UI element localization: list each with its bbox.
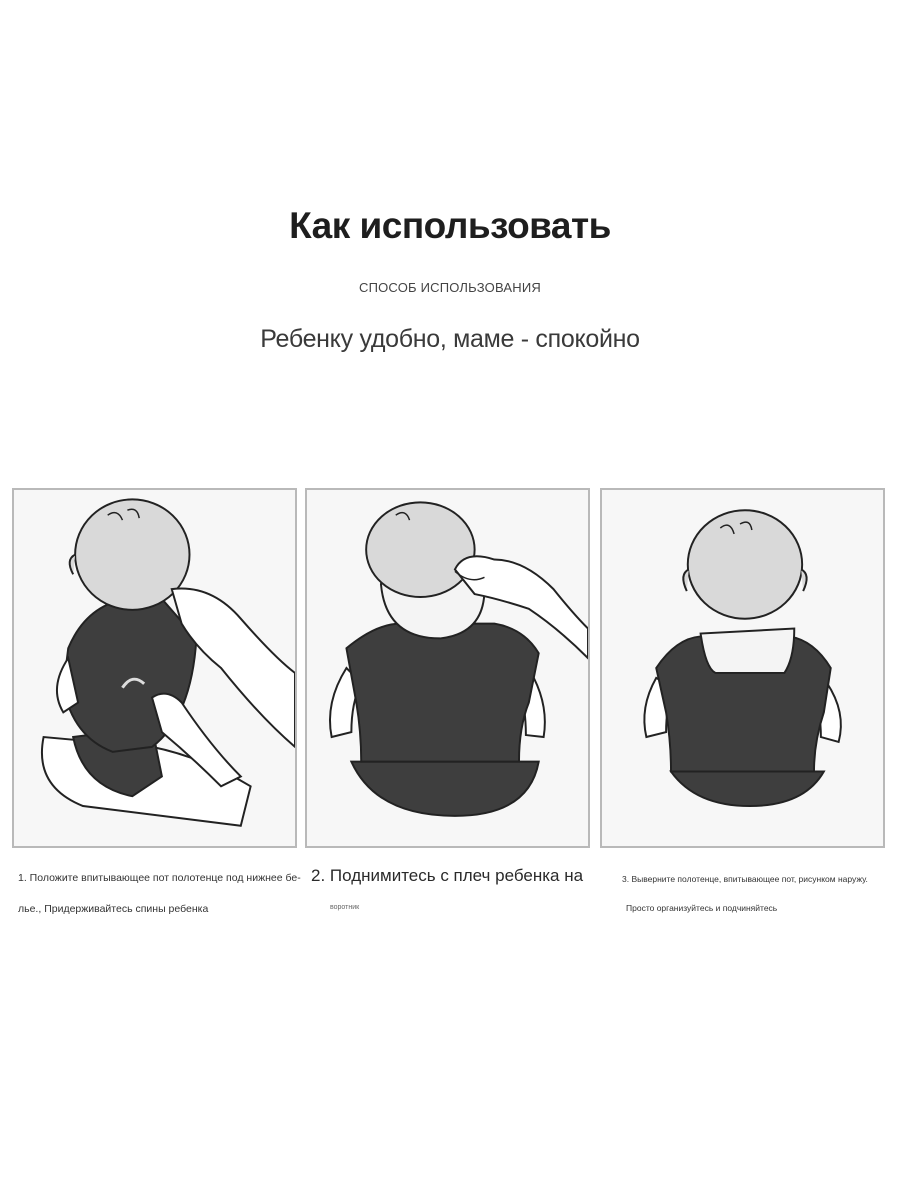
step-1-illustration: [12, 488, 297, 848]
baby-towel-collar-illustration: [602, 490, 883, 846]
step-1-caption-line-1: 1. Положите впитывающее пот полотенце под нижнее бе-: [18, 872, 301, 884]
baby-towel-pull-up-illustration: [307, 490, 588, 846]
baby-back-shirt-lift-illustration: [14, 490, 295, 846]
step-2-caption-line-2: воротник: [330, 904, 360, 911]
step-2-illustration: [305, 488, 590, 848]
page-tagline: Ребенку удобно, маме - спокойно: [260, 325, 640, 353]
page-title: Как использовать: [289, 205, 611, 246]
step-3-illustration: [600, 488, 885, 848]
step-2-caption-line-1: 2. Поднимитесь с плеч ребенка на: [311, 866, 584, 885]
step-3-caption-line-1: 3. Выверните полотенце, впитывающее пот, рисунком наружу.: [622, 874, 868, 884]
page-subtitle: СПОСОБ ИСПОЛЬЗОВАНИЯ: [358, 280, 541, 295]
step-3-caption-line-2: Просто организуйтесь и подчиняйтесь: [626, 903, 778, 913]
step-1-caption-line-2: лье., Придерживайтесь спины ребенка: [18, 903, 209, 915]
